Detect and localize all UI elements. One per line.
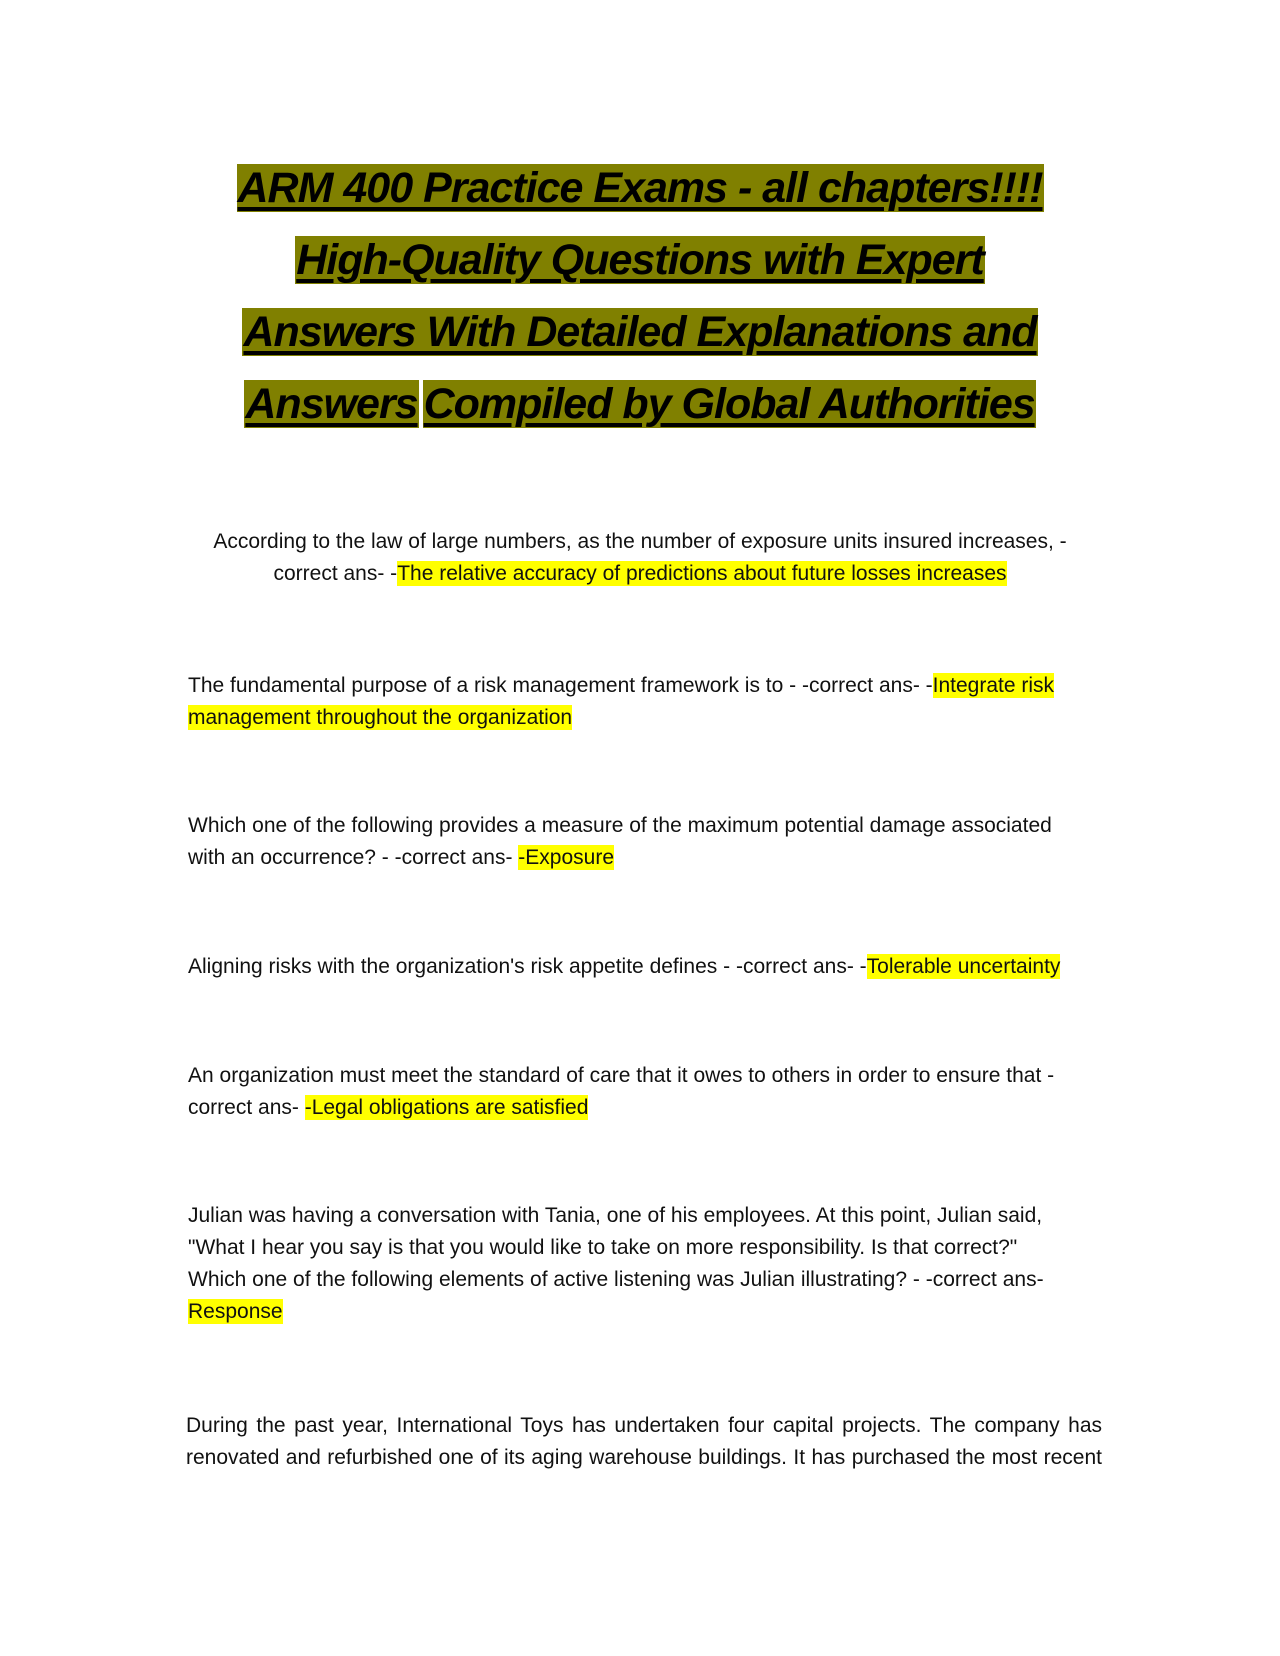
qa-item [180,526,1100,590]
question-text: Aligning risks with the organization's risk appetite defines - -correct ans- - [188,955,867,978]
question-line: During the past year, International Toys has undertaken four capital projects. The company has [186,1414,1102,1437]
title-highlight: Answers With Detailed Explanations and [243,308,1037,356]
question-text: Julian was having a conversation with Tania, one of his employees. At this point, Julian said, [188,1204,1043,1227]
qa-item [188,670,1088,734]
answer-highlight: -Exposure [518,846,615,869]
question-line [180,558,1100,590]
title-highlight: ARM 400 Practice Exams - all chapters!!!! [237,164,1043,212]
question-text: According to the law of large numbers, as the number of exposure units insured increases, - [213,530,1067,553]
question-line [188,1264,1088,1296]
question-line: renovated and refurbished one of its aging warehouse buildings. It has purchased the most recent [186,1446,1102,1469]
question-line [180,526,1100,558]
question-line [188,810,1088,842]
question-line [188,1200,1088,1232]
question-text: correct ans- - [273,562,398,585]
question-line [188,1060,1088,1092]
question-text: correct ans- [188,1096,305,1119]
question-line [188,1232,1088,1264]
answer-highlight: management throughout the organization [188,706,573,729]
question-line [188,1092,1088,1124]
question-line [188,702,1088,734]
title-highlight: Compiled by Global Authorities [423,380,1035,428]
title-highlight: High-Quality Questions with Expert [296,236,984,284]
title-line [180,296,1100,368]
answer-highlight: Response [188,1300,283,1323]
question-line [188,670,1088,702]
qa-item [188,951,1088,983]
answer-highlight: The relative accuracy of predictions about future losses increases [397,562,1007,585]
title-line [180,368,1100,440]
title-highlight: Answers [245,380,418,428]
title-line [180,152,1100,224]
question-text: The fundamental purpose of a risk management framework is to - -correct ans- - [188,674,933,697]
question-text: An organization must meet the standard of care that it owes to others in order to ensure that - [188,1064,1055,1087]
qa-item [186,1410,1102,1474]
question-text: Which one of the following elements of active listening was Julian illustrating? - -correct ans- [188,1268,1044,1291]
question-text: with an occurrence? - -correct ans- [188,846,519,869]
document-title [180,152,1100,440]
title-line [180,224,1100,296]
answer-highlight: Tolerable uncertainty [866,955,1061,978]
qa-item [188,1060,1088,1124]
answer-highlight: -Legal obligations are satisfied [304,1096,589,1119]
qa-item [188,1200,1088,1328]
question-text: Which one of the following provides a measure of the maximum potential damage associated [188,814,1052,837]
answer-highlight: Integrate risk [932,674,1055,697]
question-text: "What I hear you say is that you would like to take on more responsibility. Is that correct?" [188,1236,1018,1259]
question-line [188,1296,1088,1328]
question-line [188,951,1088,983]
qa-item [188,810,1088,874]
question-line [188,842,1088,874]
